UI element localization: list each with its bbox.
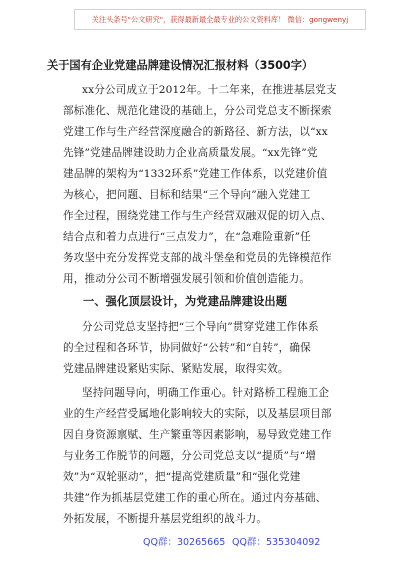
paragraph-line: 部标准化、规范化建设的基础上，分公司党总支不断探索 — [63, 105, 332, 117]
paragraph-line: 先锋”党建品牌建设助力企业高质量发展。“xx先锋”党 — [63, 147, 318, 159]
paragraph-line: 共建”作为抓基层党建工作的重心所在。通过内夯基础、 — [63, 492, 327, 504]
paragraph-line: 业的生产经营受属地化影响较大的实际，以及基层项目部 — [63, 408, 332, 420]
paragraph-line: 外拓发展，不断提升基层党组织的战斗力。 — [63, 513, 268, 525]
paragraph-line: 分公司党总支坚持把“三个导向”贯穿党建工作体系 — [82, 321, 319, 333]
paragraph-line: 结合点和着力点进行“三点发力”，在“急难险重新”任 — [63, 231, 311, 243]
paragraph-line: 党建品牌建设紧贴实际、紧贴发展，取得实效。 — [63, 363, 289, 375]
paragraph-line: 坚持问题导向，明确工作重心。针对路桥工程施工企 — [82, 387, 330, 399]
paragraph-line: 因自身资源禀赋、生产繁重等因素影响，易导致党建工作 — [63, 429, 332, 441]
paragraph-line: 与业务工作脱节的问题，分公司党总支以“提质”与“增 — [63, 450, 317, 462]
paragraph-line: 党建工作与生产经营深度融合的新路径、新方法，以“xx — [63, 126, 328, 138]
section-heading: 一、强化顶层设计，为党建品牌建设出题 — [83, 295, 288, 308]
paragraph-line: 用，推动分公司不断增强发展引领和价值创造能力。 — [63, 273, 311, 285]
promo-banner: 关注头条号"公文研究"，获得最新最全最专业的公文资料库！ 微信：gongwenyj — [74, 9, 366, 30]
footer-qq-group-2: QQ群：535304092 — [232, 537, 321, 548]
paragraph-line: 为核心，把问题、目标和结果“三个导向”融入党建工 — [63, 189, 311, 201]
paragraph-line: 务攻坚中充分发挥党支部的战斗堡垒和党员的先锋模范作 — [63, 252, 332, 264]
document-title: 关于国有企业党建品牌建设情况汇报材料（3500字） — [47, 59, 314, 72]
paragraph-line: 建品牌的架构为“1332环系”党建工作体系，以党建价值 — [63, 168, 328, 180]
paragraph-line: 的全过程和各环节，协同做好“公转”和“自转”，确保 — [63, 342, 311, 354]
paragraph-line: 作全过程，围绕党建工作与生产经营双融双促的切入点、 — [63, 210, 332, 222]
paragraph-line: xx分公司成立于2012年。十二年来，在推进基层党支 — [82, 84, 337, 96]
paragraph-line: 效”为“双轮驱动”，把“提高党建质量”和“强化党建 — [63, 471, 301, 483]
footer-qq-group-1: QQ群：30265665 — [143, 537, 226, 548]
